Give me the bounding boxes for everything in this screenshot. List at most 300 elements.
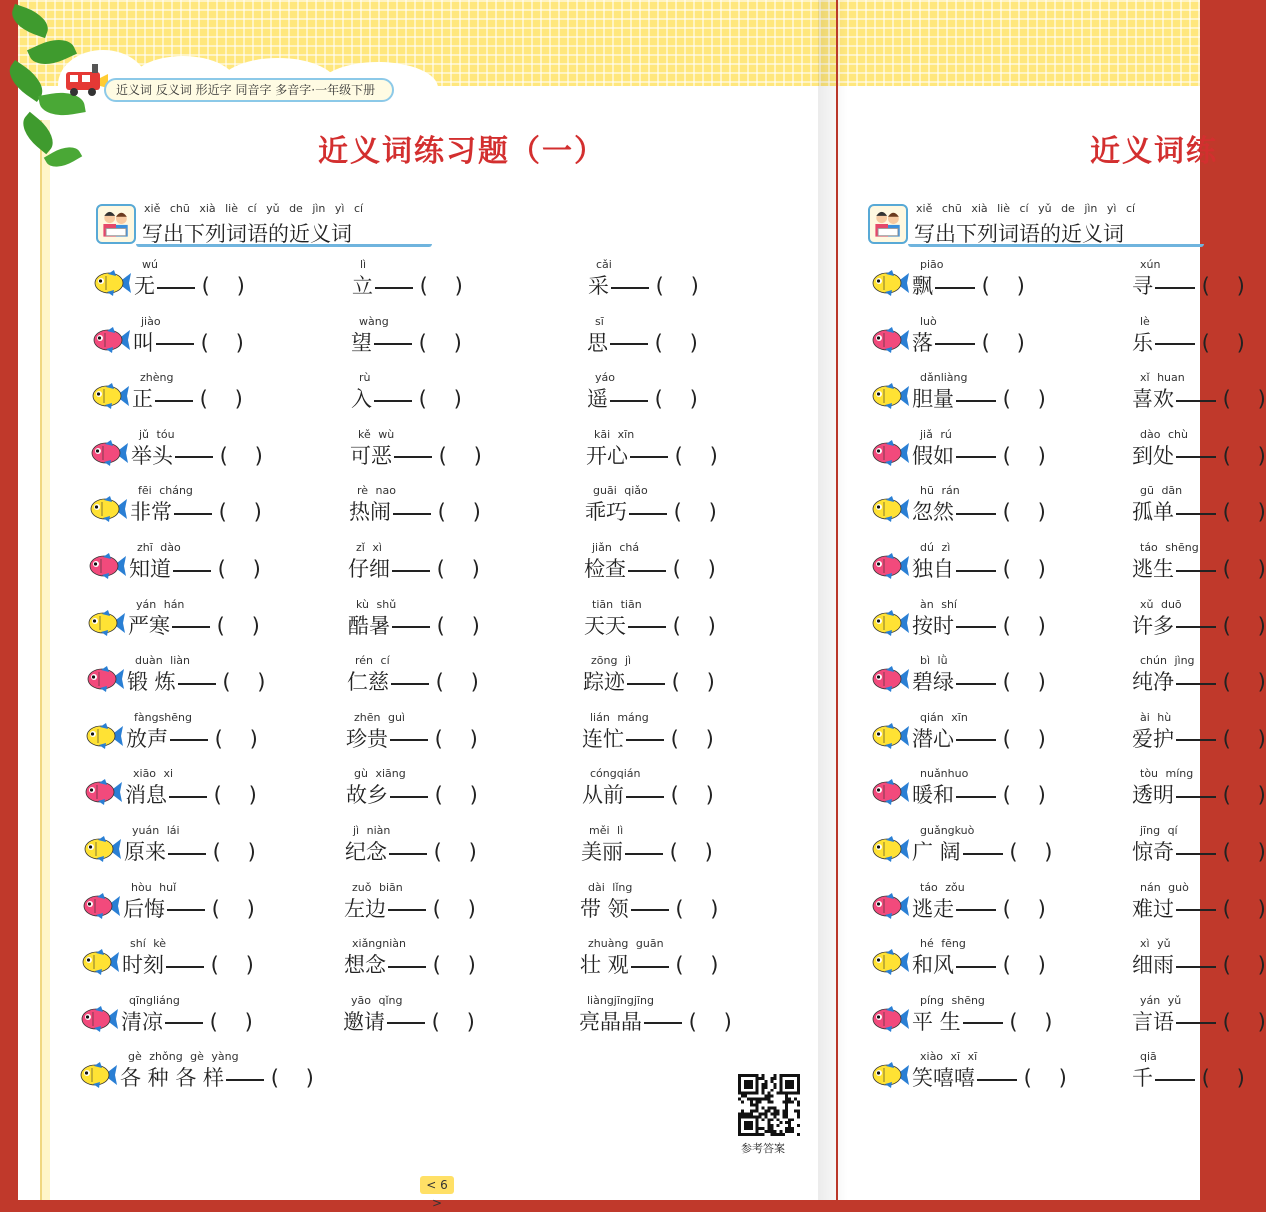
answer-blank[interactable]: ( ) xyxy=(668,953,719,978)
answer-blank[interactable]: ( ) xyxy=(205,896,255,921)
answer-blank[interactable]: ( ) xyxy=(1216,500,1266,525)
fish-icon xyxy=(88,610,126,636)
item-dash xyxy=(1176,513,1216,515)
answer-blank[interactable]: ( ) xyxy=(432,443,482,468)
item-dash xyxy=(977,1079,1017,1081)
item-word-text: 锻 炼 xyxy=(127,670,176,695)
item-pinyin: yuán lái xyxy=(132,824,180,837)
item-dash xyxy=(1176,853,1216,855)
item-word-text: 和风 xyxy=(912,953,954,978)
item-dash xyxy=(610,343,648,345)
answer-blank[interactable]: ( ) xyxy=(664,783,714,808)
answer-blank[interactable]: ( ) xyxy=(427,840,477,864)
answer-blank[interactable]: ( ) xyxy=(195,274,245,298)
answer-blank[interactable]: ( ) xyxy=(430,557,480,581)
answer-blank[interactable]: ( ) xyxy=(667,500,717,525)
instruction-block xyxy=(96,204,396,254)
item-dash xyxy=(394,456,432,458)
answer-blank[interactable]: ( ) xyxy=(996,443,1046,468)
item-word-text: 爱护 xyxy=(1132,726,1174,751)
item-pinyin: tòu míng xyxy=(1140,767,1194,781)
page-edge-stripe xyxy=(40,120,50,1200)
answer-blank[interactable]: ( ) xyxy=(996,953,1046,978)
item-word xyxy=(583,666,715,696)
item-dash xyxy=(1176,626,1216,628)
kids-reading-icon xyxy=(96,204,136,244)
item-word xyxy=(587,383,698,413)
item-pinyin: wú xyxy=(142,258,158,271)
item-pinyin: yáo xyxy=(595,371,615,385)
item-word xyxy=(343,1006,475,1036)
item-word-text: 思 xyxy=(587,330,608,355)
item-pinyin: bì lǜ xyxy=(920,654,948,668)
item-word xyxy=(124,836,256,866)
item-word-text: 胆量 xyxy=(912,387,954,412)
answer-blank[interactable]: ( ) xyxy=(648,330,698,355)
answer-blank[interactable]: ( ) xyxy=(1017,1066,1067,1091)
fish-icon xyxy=(872,553,910,579)
item-dash xyxy=(226,1079,264,1081)
item-word xyxy=(121,1006,253,1036)
qr-label: 参考答案 xyxy=(741,1142,785,1155)
item-dash xyxy=(644,1022,682,1024)
item-pinyin: qián xīn xyxy=(920,710,968,724)
answer-blank[interactable]: ( ) xyxy=(425,1009,475,1034)
item-word xyxy=(344,893,476,923)
item-dash xyxy=(630,456,668,458)
item-pinyin: rè nao xyxy=(357,484,396,498)
item-word xyxy=(128,610,260,640)
answer-blank[interactable]: ( ) xyxy=(215,670,266,695)
item-pinyin: gù xiāng xyxy=(354,767,406,781)
item-pinyin: cǎi xyxy=(596,258,612,271)
item-dash xyxy=(172,626,210,628)
fish-icon xyxy=(92,383,130,409)
answer-blank[interactable]: ( ) xyxy=(1195,1066,1245,1091)
item-word xyxy=(912,440,1046,470)
item-word xyxy=(912,553,1046,583)
answer-blank[interactable]: ( ) xyxy=(649,274,699,298)
answer-blank[interactable]: ( ) xyxy=(996,613,1046,638)
item-word xyxy=(582,779,714,809)
item-dash xyxy=(956,456,996,458)
item-pinyin: yán yǔ xyxy=(1140,993,1182,1007)
item-pinyin: yán hán xyxy=(136,597,185,611)
answer-blank[interactable]: ( ) xyxy=(666,557,716,581)
item-pinyin: gè zhǒng gè yàng xyxy=(128,1050,239,1064)
item-word xyxy=(134,270,245,300)
answer-blank[interactable]: ( ) xyxy=(996,783,1046,808)
item-word-text: 按时 xyxy=(912,613,954,638)
item-pinyin: kāi xīn xyxy=(594,427,635,441)
item-pinyin: píng shēng xyxy=(920,993,985,1007)
item-pinyin: rù xyxy=(359,371,371,385)
qr-code-icon xyxy=(738,1074,800,1136)
answer-blank[interactable]: ( ) xyxy=(412,330,462,355)
item-pinyin: zhēn guì xyxy=(354,710,405,724)
answer-blank[interactable]: ( ) xyxy=(412,387,462,412)
item-word xyxy=(1132,949,1266,979)
item-word xyxy=(132,383,243,413)
fish-icon xyxy=(89,553,127,579)
item-word xyxy=(129,553,261,583)
item-word xyxy=(912,836,1052,866)
answer-blank[interactable]: ( ) xyxy=(1216,783,1266,808)
item-word-text: 检查 xyxy=(584,557,626,581)
item-dash xyxy=(1176,456,1216,458)
answer-blank[interactable]: ( ) xyxy=(194,330,244,355)
item-word-text: 平 生 xyxy=(912,1009,961,1034)
item-word xyxy=(130,496,262,526)
item-pinyin: yāo qǐng xyxy=(351,993,403,1007)
instruction-underline xyxy=(136,244,432,247)
item-word-text: 独自 xyxy=(912,557,954,581)
item-word xyxy=(1132,666,1266,696)
answer-blank[interactable]: ( ) xyxy=(1216,1009,1266,1034)
item-dash xyxy=(963,853,1003,855)
item-word-text: 乐 xyxy=(1132,330,1153,355)
kids-reading-icon xyxy=(868,204,908,244)
item-word xyxy=(348,553,480,583)
fish-icon xyxy=(84,836,122,862)
item-pinyin: dú zì xyxy=(920,541,951,554)
item-word-text: 纪念 xyxy=(345,840,387,864)
item-word xyxy=(351,383,462,413)
item-pinyin: dǎnliàng xyxy=(920,371,968,385)
item-word xyxy=(1132,610,1266,640)
item-word-text: 孤单 xyxy=(1132,500,1174,525)
item-dash xyxy=(389,853,427,855)
item-word-text: 细雨 xyxy=(1132,953,1174,978)
item-word xyxy=(912,666,1046,696)
fish-icon xyxy=(872,893,910,919)
answer-blank[interactable]: ( ) xyxy=(206,840,256,864)
item-dash xyxy=(165,1022,203,1024)
item-pinyin: duàn liàn xyxy=(135,654,190,668)
answer-blank[interactable]: ( ) xyxy=(996,726,1046,751)
item-pinyin: rén cí xyxy=(355,654,390,668)
fish-icon xyxy=(82,949,120,975)
fish-icon xyxy=(872,1062,910,1088)
fish-icon xyxy=(872,270,910,296)
item-dash xyxy=(387,1022,425,1024)
fish-icon xyxy=(872,779,910,805)
answer-blank[interactable]: ( ) xyxy=(213,443,263,468)
item-pinyin: měi lì xyxy=(589,824,624,837)
item-dash xyxy=(178,683,216,685)
item-dash xyxy=(1176,570,1216,572)
answer-blank[interactable]: ( ) xyxy=(203,1009,253,1034)
answer-blank[interactable]: ( ) xyxy=(1002,1009,1053,1034)
answer-blank[interactable]: ( ) xyxy=(663,840,713,864)
item-word-text: 落 xyxy=(912,330,933,355)
item-word-text: 忽然 xyxy=(912,500,954,525)
answer-blank[interactable]: ( ) xyxy=(431,500,481,525)
page-title: 近义词练习题（一） xyxy=(318,134,606,169)
answer-blank[interactable]: ( ) xyxy=(1002,840,1053,864)
fish-icon xyxy=(94,270,132,296)
item-pinyin: qiā xyxy=(1140,1050,1157,1064)
item-word xyxy=(581,836,713,866)
item-dash xyxy=(166,966,204,968)
item-word-text: 开心 xyxy=(586,443,628,468)
item-word xyxy=(912,1006,1052,1036)
answer-blank[interactable]: ( ) xyxy=(1216,613,1266,638)
item-dash xyxy=(956,626,996,628)
answer-blank[interactable]: ( ) xyxy=(204,953,254,978)
fish-icon xyxy=(872,327,910,353)
right-instruction-block xyxy=(868,204,1168,254)
item-word xyxy=(1132,836,1266,866)
item-dash xyxy=(167,909,205,911)
item-pinyin: kù shǔ xyxy=(356,597,397,611)
answer-blank[interactable]: ( ) xyxy=(430,613,480,638)
item-word xyxy=(346,779,478,809)
item-dash xyxy=(956,739,996,741)
item-word-text: 逃走 xyxy=(912,896,954,921)
item-word-text: 千 xyxy=(1132,1066,1153,1091)
answer-blank[interactable]: ( ) xyxy=(413,274,463,298)
item-word xyxy=(912,496,1046,526)
item-word-text: 珍贵 xyxy=(346,726,388,751)
answer-blank[interactable]: ( ) xyxy=(212,500,262,525)
item-word xyxy=(348,610,480,640)
item-word-text: 仁慈 xyxy=(347,670,389,695)
item-pinyin: lè xyxy=(1140,314,1150,328)
item-word-text: 纯净 xyxy=(1132,670,1174,695)
item-word xyxy=(127,666,265,696)
item-word-text: 笑嘻嘻 xyxy=(912,1066,975,1091)
item-dash xyxy=(963,1022,1003,1024)
item-word xyxy=(585,496,717,526)
item-word xyxy=(912,1062,1067,1092)
answer-blank[interactable]: ( ) xyxy=(426,896,476,921)
item-pinyin: hòu huǐ xyxy=(131,880,177,894)
answer-blank[interactable]: ( ) xyxy=(211,557,261,581)
item-word xyxy=(125,779,257,809)
item-word-text: 举头 xyxy=(131,443,173,468)
item-word xyxy=(126,723,258,753)
item-pinyin: guǎngkuò xyxy=(920,824,975,837)
item-word xyxy=(584,553,716,583)
answer-blank[interactable]: ( ) xyxy=(1216,387,1266,412)
answer-blank[interactable]: ( ) xyxy=(668,443,718,468)
answer-blank[interactable]: ( ) xyxy=(975,330,1025,355)
item-pinyin: chún jìng xyxy=(1140,654,1195,668)
item-dash xyxy=(388,909,426,911)
item-pinyin: luò xyxy=(920,314,937,328)
fish-icon xyxy=(872,440,910,466)
item-word xyxy=(584,610,716,640)
item-word-text: 左边 xyxy=(344,896,386,921)
item-dash xyxy=(631,909,669,911)
item-word-text: 广 阔 xyxy=(912,840,961,864)
item-word-text: 想念 xyxy=(344,953,386,978)
item-word-text: 遥 xyxy=(587,387,608,412)
item-word xyxy=(349,496,481,526)
item-pinyin: gū dān xyxy=(1140,484,1183,498)
answer-blank[interactable]: ( ) xyxy=(1216,896,1266,921)
item-word xyxy=(1132,327,1245,357)
item-pinyin: xǔ duō xyxy=(1140,597,1182,611)
item-dash xyxy=(626,796,664,798)
answer-blank[interactable]: ( ) xyxy=(996,557,1046,581)
item-dash xyxy=(1176,796,1216,798)
item-pinyin: ài hù xyxy=(1140,710,1172,724)
item-pinyin: fàngshēng xyxy=(134,710,192,724)
item-dash xyxy=(1176,739,1216,741)
fish-icon xyxy=(872,666,910,692)
item-dash xyxy=(390,796,428,798)
item-word-text: 故乡 xyxy=(346,783,388,808)
item-pinyin: jiǎ rú xyxy=(920,427,952,441)
item-word-text: 逃生 xyxy=(1132,557,1174,581)
item-word-text: 假如 xyxy=(912,443,954,468)
fish-icon xyxy=(872,723,910,749)
item-word-text: 无 xyxy=(134,274,155,298)
item-dash xyxy=(390,739,428,741)
answer-blank[interactable]: ( ) xyxy=(193,387,243,412)
item-dash xyxy=(627,683,665,685)
item-word-text: 许多 xyxy=(1132,613,1174,638)
item-word xyxy=(123,893,255,923)
item-word-text: 难过 xyxy=(1132,896,1174,921)
item-dash xyxy=(1176,909,1216,911)
answer-blank[interactable]: ( ) xyxy=(428,783,478,808)
item-pinyin: sī xyxy=(595,314,604,328)
answer-blank[interactable]: ( ) xyxy=(975,274,1025,298)
answer-blank[interactable]: ( ) xyxy=(426,953,476,978)
item-dash xyxy=(374,400,412,402)
fish-icon xyxy=(872,610,910,636)
answer-blank[interactable]: ( ) xyxy=(207,783,257,808)
item-dash xyxy=(935,343,975,345)
item-word-text: 可恶 xyxy=(350,443,392,468)
answer-blank[interactable]: ( ) xyxy=(1216,840,1266,864)
answer-blank[interactable]: ( ) xyxy=(665,670,715,695)
item-pinyin: zuǒ biān xyxy=(352,880,403,894)
item-dash xyxy=(629,513,667,515)
answer-blank[interactable]: ( ) xyxy=(1195,274,1245,298)
answer-blank[interactable]: ( ) xyxy=(668,896,719,921)
item-word-text: 暖和 xyxy=(912,783,954,808)
item-word xyxy=(1132,893,1266,923)
right-page-title: 近义词练 xyxy=(1090,134,1218,169)
answer-blank[interactable]: ( ) xyxy=(996,387,1046,412)
item-word xyxy=(350,440,482,470)
item-dash xyxy=(628,570,666,572)
item-word-text: 飘 xyxy=(912,274,933,298)
item-dash xyxy=(628,626,666,628)
item-dash xyxy=(391,683,429,685)
item-dash xyxy=(1176,400,1216,402)
item-dash xyxy=(170,739,208,741)
item-word xyxy=(912,610,1046,640)
item-dash xyxy=(392,570,430,572)
answer-blank[interactable]: ( ) xyxy=(208,726,258,751)
item-dash xyxy=(956,683,996,685)
fish-icon xyxy=(85,779,123,805)
item-dash xyxy=(1176,1022,1216,1024)
item-dash xyxy=(610,400,648,402)
answer-blank[interactable]: ( ) xyxy=(1216,670,1266,695)
item-pinyin: xún xyxy=(1140,258,1161,271)
item-word xyxy=(586,440,718,470)
answer-blank[interactable]: ( ) xyxy=(1216,557,1266,581)
answer-blank[interactable]: ( ) xyxy=(428,726,478,751)
item-word-text: 非常 xyxy=(130,500,172,525)
answer-blank[interactable]: ( ) xyxy=(682,1009,732,1034)
fish-icon xyxy=(872,949,910,975)
item-dash xyxy=(393,513,431,515)
answer-blank[interactable]: ( ) xyxy=(664,726,714,751)
item-pinyin: wàng xyxy=(359,314,389,328)
answer-blank[interactable]: ( ) xyxy=(996,670,1046,695)
answer-blank[interactable]: ( ) xyxy=(210,613,260,638)
item-word-text: 采 xyxy=(588,274,609,298)
item-word xyxy=(1132,383,1266,413)
header-checker-band-right xyxy=(838,0,1200,86)
item-word-text: 望 xyxy=(351,330,372,355)
item-dash xyxy=(626,739,664,741)
fish-icon xyxy=(872,1006,910,1032)
answer-blank[interactable]: ( ) xyxy=(1216,726,1266,751)
fish-icon xyxy=(87,666,125,692)
item-pinyin: zǐ xì xyxy=(356,541,382,554)
answer-blank[interactable]: ( ) xyxy=(996,896,1046,921)
answer-blank[interactable]: ( ) xyxy=(1195,330,1245,355)
item-word-text: 入 xyxy=(351,387,372,412)
item-word xyxy=(1132,779,1266,809)
item-word xyxy=(1132,553,1266,583)
item-word-text: 仔细 xyxy=(348,557,390,581)
item-word xyxy=(912,949,1046,979)
item-pinyin: liàngjīngjīng xyxy=(587,993,654,1007)
item-pinyin: zhuàng guān xyxy=(588,937,664,951)
answer-blank[interactable]: ( ) xyxy=(996,500,1046,525)
answer-blank[interactable]: ( ) xyxy=(666,613,716,638)
item-word-text: 碧绿 xyxy=(912,670,954,695)
item-word-text: 天天 xyxy=(584,613,626,638)
fish-icon xyxy=(872,383,910,409)
item-word xyxy=(912,723,1046,753)
item-dash xyxy=(168,853,206,855)
answer-blank[interactable]: ( ) xyxy=(264,1066,314,1091)
item-pinyin: tiān tiān xyxy=(592,597,642,611)
item-word-text: 后悔 xyxy=(123,896,165,921)
item-word xyxy=(133,327,244,357)
item-word-text: 时刻 xyxy=(122,953,164,978)
item-word-text: 乖巧 xyxy=(585,500,627,525)
answer-blank[interactable]: ( ) xyxy=(1216,953,1266,978)
fish-icon xyxy=(93,327,131,353)
item-word-text: 连忙 xyxy=(582,726,624,751)
instruction-pinyin: xiě chū xià liè cí yǔ de jìn yì cí xyxy=(144,202,364,215)
answer-blank[interactable]: ( ) xyxy=(429,670,479,695)
item-word xyxy=(579,1006,732,1036)
item-word-text: 壮 观 xyxy=(580,953,629,978)
answer-blank[interactable]: ( ) xyxy=(648,387,698,412)
item-word xyxy=(131,440,263,470)
item-dash xyxy=(173,570,211,572)
item-word xyxy=(344,949,476,979)
item-pinyin: lián máng xyxy=(590,710,649,724)
answer-blank[interactable]: ( ) xyxy=(1216,443,1266,468)
item-word xyxy=(1132,440,1266,470)
item-dash xyxy=(956,570,996,572)
item-dash xyxy=(1176,966,1216,968)
item-word-text: 正 xyxy=(132,387,153,412)
